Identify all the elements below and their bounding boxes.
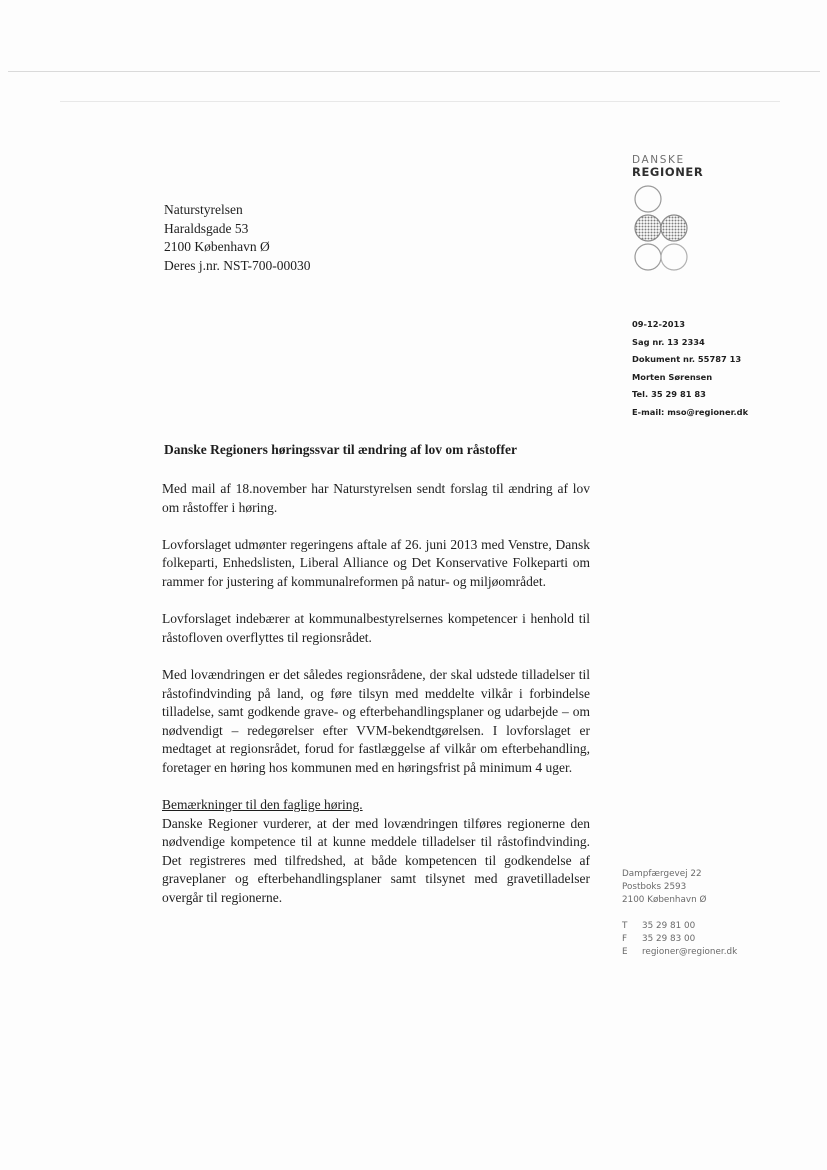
sender-po-box: Postboks 2593 bbox=[622, 882, 687, 893]
sender-fax: 35 29 83 00 bbox=[642, 933, 696, 944]
letter-body bbox=[162, 480, 590, 926]
sender-email-row bbox=[622, 946, 737, 959]
meta-contact-person: Morten Sørensen bbox=[632, 371, 713, 382]
body-paragraph-2: Lovforslaget udmønter regeringens aftale af 26. juni 2013 med Venstre, Dansk folkeparti, Enhedslisten, Liberal Alliance og Det Konservative Folkeparti om rammer for justering af kommunalreformen på natur- og miljøområdet. bbox=[162, 536, 590, 589]
danske-regioner-logo bbox=[632, 154, 712, 275]
body-paragraph-5: Danske Regioner vurderer, at der med lovændringen tilføres regionerne den nødvendige kompetence til at kunne meddele tilladelser til råstofindvinding. Det registreres med tilfredshed, at både kompetencen til godkendelse af graveplaner og efterbehandlingsplaner samt tilsynet med gravetilladelser overgår til regionerne. bbox=[162, 815, 590, 906]
recipient-name: Naturstyrelsen bbox=[164, 202, 243, 217]
sender-phone-row bbox=[622, 920, 737, 933]
sender-street: Dampfærgevej 22 bbox=[622, 869, 702, 879]
circles-logo-icon bbox=[632, 183, 698, 275]
fax-label: F bbox=[622, 933, 628, 944]
recipient-street: Haraldsgade 53 bbox=[164, 220, 249, 236]
sender-fax-row bbox=[622, 933, 737, 946]
recipient-reference: Deres j.nr. NST-700-00030 bbox=[164, 257, 311, 273]
body-paragraph-1: Med mail af 18.november har Naturstyrelsen sendt forslag til ændring af lov om råstoffer i høring. bbox=[162, 481, 590, 515]
sender-contact-block bbox=[622, 868, 737, 959]
sender-email: regioner@regioner.dk bbox=[642, 947, 738, 958]
body-paragraph-4: Med lovændringen er det således regionsrådene, der skal udstede tilladelser til råstofindvinding på land, og føre tilsyn med meddelte vilkår i forbindelse tilladelse, samt godkende grave- og efterbehandlingsplaner og udarbejde – om nødvendigt – redegørelser efter VVM-bekendtgørelsen. I lovforslaget er medtaget at regionsrådet, forud for fastlæggelse af vilkår om efterbehandling, foretager en høring hos kommunen med en høringsfrist på minimum 4 uger. bbox=[162, 666, 590, 775]
phone-label: T bbox=[622, 920, 628, 931]
meta-document-number: Dokument nr. 55787 13 bbox=[632, 354, 742, 365]
contact-spacer bbox=[622, 908, 737, 920]
recipient-city: 2100 København Ø bbox=[164, 239, 270, 254]
meta-email: E-mail: mso@regioner.dk bbox=[632, 406, 749, 417]
meta-date: 09-12-2013 bbox=[632, 319, 686, 329]
logo-text-line2: REGIONER bbox=[632, 165, 704, 179]
logo-text-line1: DANSKE bbox=[632, 154, 685, 166]
body-paragraph-3: Lovforslaget indebærer at kommunalbestyrelsernes kompetencer i henhold til råstofloven overflyttes til regionsrådet. bbox=[162, 611, 590, 645]
email-label: E bbox=[622, 947, 628, 958]
section-heading: Bemærkninger til den faglige høring. bbox=[162, 797, 363, 813]
sender-phone: 35 29 81 00 bbox=[642, 920, 696, 931]
document-meta bbox=[632, 316, 748, 422]
scan-faint-line bbox=[60, 101, 780, 102]
scan-edge-line bbox=[8, 71, 820, 72]
recipient-address bbox=[164, 201, 311, 275]
meta-phone: Tel. 35 29 81 83 bbox=[632, 389, 706, 400]
meta-case-number: Sag nr. 13 2334 bbox=[632, 336, 705, 347]
sender-city: 2100 København Ø bbox=[622, 895, 707, 906]
letter-subject: Danske Regioners høringssvar til ændring af lov om råstoffer bbox=[164, 442, 517, 457]
